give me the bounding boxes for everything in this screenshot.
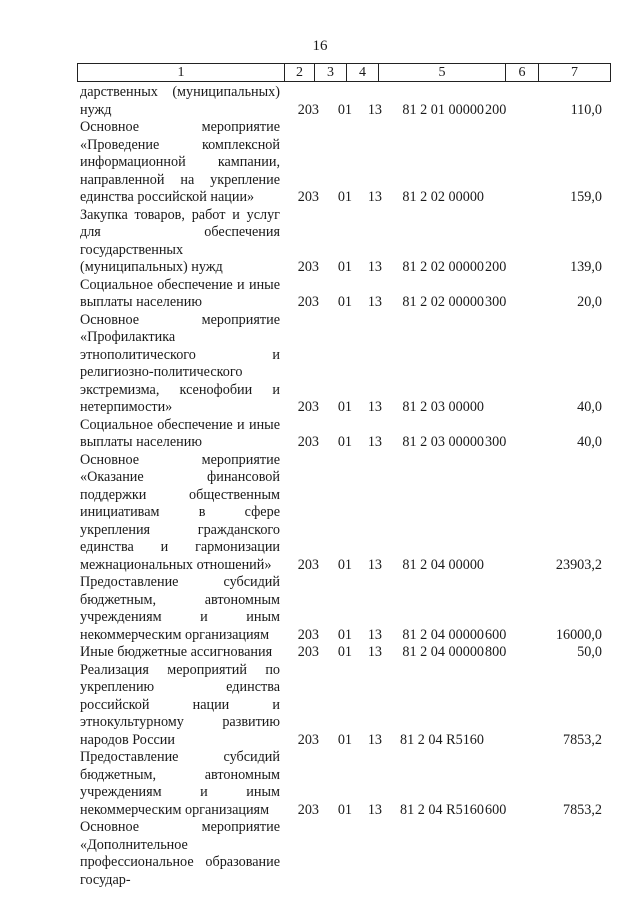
row-col-7: 23903,2	[555, 556, 602, 573]
table-row	[80, 312, 610, 417]
row-col-4: 13	[367, 644, 382, 660]
row-col-5: 81 2 02 00000	[402, 294, 484, 310]
header-col-1: 1	[78, 64, 285, 81]
row-col-3: 01	[337, 434, 352, 450]
row-description: Реализация мероприятий по укреплению единства российской нации и этнокультурному развитию народов России	[80, 661, 280, 748]
row-col-4: 13	[367, 101, 382, 118]
table-row	[80, 84, 610, 119]
row-col-4: 13	[367, 399, 382, 415]
row-description: Основное мероприятие «Дополнительное профессиональное образование государ-	[80, 819, 280, 888]
row-col-3: 01	[337, 731, 352, 748]
row-col-2: 203	[297, 801, 319, 818]
row-description: Закупка товаров, работ и услуг для обеспечения государственных (муниципальных) нужд	[80, 206, 280, 275]
row-col-5: 81 2 04 00000	[402, 556, 484, 573]
row-col-6: 200	[485, 259, 507, 275]
header-col-3: 3	[315, 64, 347, 81]
row-col-4: 13	[367, 259, 382, 275]
row-col-3: 01	[337, 801, 352, 818]
row-col-7: 40,0	[577, 434, 602, 450]
row-col-6: 800	[485, 644, 507, 660]
row-col-3: 01	[337, 189, 352, 205]
row-col-3: 01	[337, 259, 352, 275]
row-col-5: 81 2 04 00000	[402, 626, 484, 643]
row-col-5: 81 2 04 00000	[402, 644, 484, 660]
table-body	[80, 84, 610, 889]
row-col-6: 300	[485, 434, 507, 450]
row-col-2: 203	[297, 644, 319, 660]
table-row	[80, 417, 610, 452]
row-description: Основное мероприятие «Профилактика этнополитического и религиозно-политического экстремизма, ксенофобии и нетерпимости»	[80, 311, 280, 415]
table-row	[80, 819, 610, 889]
row-col-6: 600	[485, 801, 507, 818]
row-col-3: 01	[337, 644, 352, 660]
row-description: Предоставление субсидий бюджетным, автономным учреждениям и иным некоммерческим организациям	[80, 574, 280, 643]
row-col-2: 203	[297, 259, 319, 275]
row-description: Социальное обеспечение и иные выплаты населению	[80, 276, 280, 310]
header-col-5: 5	[379, 64, 506, 81]
row-col-4: 13	[367, 626, 382, 643]
header-col-4: 4	[347, 64, 379, 81]
table-row	[80, 644, 610, 662]
row-description: Предоставление субсидий бюджетным, автономным учреждениям и иным некоммерческим организациям	[80, 749, 280, 818]
row-col-2: 203	[297, 556, 319, 573]
row-col-2: 203	[297, 626, 319, 643]
table-row	[80, 574, 610, 644]
row-col-5: 81 2 04 R5160	[400, 731, 484, 748]
row-col-2: 203	[297, 399, 319, 415]
row-col-7: 16000,0	[555, 626, 602, 643]
table-row	[80, 662, 610, 750]
row-col-2: 203	[297, 731, 319, 748]
header-col-7: 7	[571, 65, 578, 80]
row-col-3: 01	[337, 626, 352, 643]
row-col-4: 13	[367, 189, 382, 205]
row-col-4: 13	[367, 801, 382, 818]
row-col-3: 01	[337, 294, 352, 310]
row-col-4: 13	[367, 556, 382, 573]
row-col-4: 13	[367, 294, 382, 310]
row-col-7: 139,0	[570, 259, 602, 275]
page-number: 16	[312, 38, 328, 54]
row-col-7: 110,0	[570, 101, 602, 118]
table-row	[80, 277, 610, 312]
row-description: дарственных (муниципальных) нужд	[80, 84, 280, 118]
table-row	[80, 452, 610, 575]
table-row	[80, 207, 610, 277]
row-col-4: 13	[367, 434, 382, 450]
row-description: Основное мероприятие «Оказание финансовой поддержки общественным инициативам в сфере укрепления гражданского единства и гармонизации межнациональных отношений»	[80, 451, 280, 573]
row-col-7: 40,0	[577, 399, 602, 415]
row-col-6: 300	[485, 294, 507, 310]
row-col-5: 81 2 02 00000	[402, 189, 484, 205]
row-col-5: 81 2 04 R5160	[400, 801, 484, 818]
row-col-3: 01	[337, 556, 352, 573]
row-col-5: 81 2 03 00000	[402, 399, 484, 415]
row-col-6: 600	[485, 626, 507, 643]
row-col-7: 7853,2	[562, 731, 602, 748]
row-col-5: 81 2 02 00000	[402, 259, 484, 275]
row-description: Иные бюджетные ассигнования	[80, 644, 273, 660]
row-col-2: 203	[297, 101, 319, 118]
row-col-7: 7853,2	[562, 801, 602, 818]
table-row	[80, 119, 610, 207]
row-col-2: 203	[297, 189, 319, 205]
row-col-2: 203	[297, 294, 319, 310]
row-col-7: 159,0	[570, 189, 602, 205]
table-row	[80, 749, 610, 819]
row-col-5: 81 2 01 00000	[402, 101, 484, 118]
row-col-4: 13	[367, 731, 382, 748]
row-description: Социальное обеспечение и иные выплаты населению	[80, 416, 280, 450]
row-col-2: 203	[297, 434, 319, 450]
header-col-2: 2	[285, 64, 315, 81]
row-col-3: 01	[337, 399, 352, 415]
row-col-7: 20,0	[577, 294, 602, 310]
row-col-6: 200	[485, 101, 507, 118]
header-col-6: 6	[506, 64, 539, 81]
row-col-3: 01	[337, 101, 352, 118]
row-col-7: 50,0	[577, 644, 602, 660]
row-description: Основное мероприятие «Проведение комплексной информационной кампании, направленной на укрепление единства российской нации»	[80, 119, 280, 205]
row-col-5: 81 2 03 00000	[402, 434, 484, 450]
table-header	[77, 63, 611, 82]
